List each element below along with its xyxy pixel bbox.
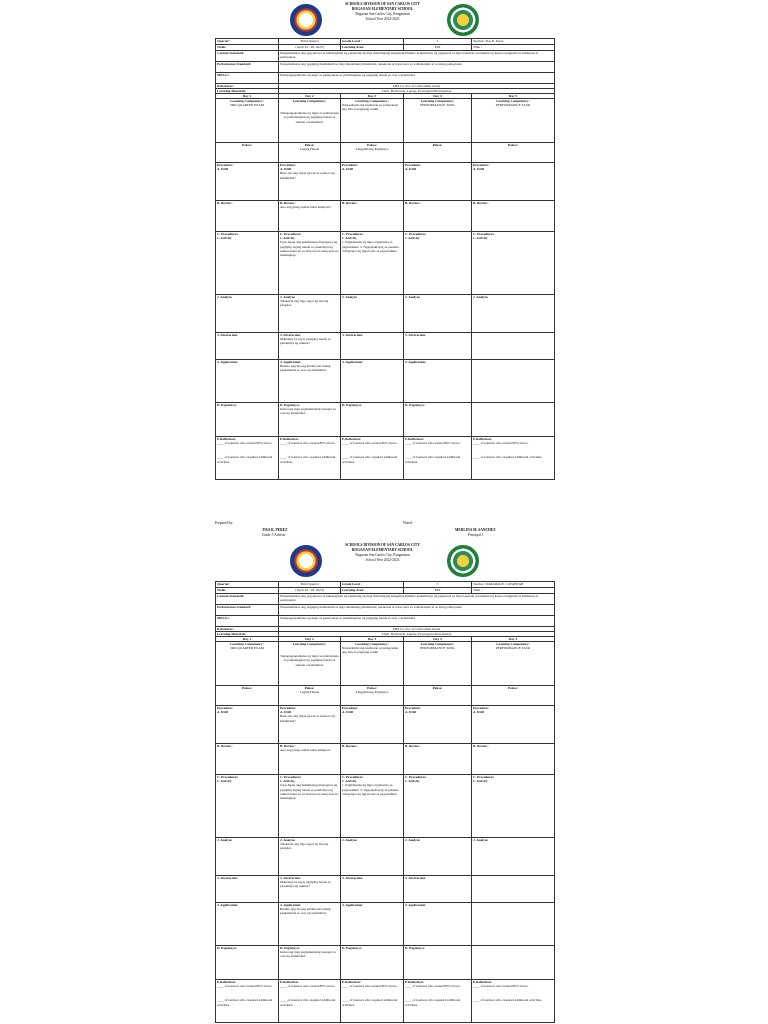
review-day-2: B. Review: Ano ang pinag-aralan natin kahapon?	[279, 744, 341, 775]
quarter-label: Quarter:	[216, 582, 279, 588]
principal-block	[455, 528, 496, 538]
review-day-4: B. Review:	[404, 744, 472, 775]
drill-day-4: Procedure: A. Drill	[404, 163, 472, 201]
competency-day-4: Learning Competency: PERFORMANCE TASK	[404, 99, 472, 143]
teacher-label: Teacher:	[473, 582, 485, 586]
abstraction-day-5	[472, 333, 555, 360]
abstraction-day-4: 3. Abstraction	[404, 876, 472, 903]
activity-day-2: C. Procedures: 1. Activity Ugat-Iapan ang kahalintang mapagawa ng pagiging laging nanda sa pandemya ng sakuna kalat ito sa barrat para bang ante ito sumangkap.	[279, 775, 341, 838]
review-day-3: B. Review:	[341, 201, 404, 232]
daily-lesson-log-table	[215, 581, 555, 1023]
drill-day-1: Procedure: A. Drill	[216, 706, 279, 744]
reflection-day-1: E.Reflection: ____ of learners who earned 80% above. ____ of learners who required additional activities.	[216, 437, 279, 480]
analyze-day-1: 2. Analyze	[216, 295, 279, 333]
review-day-2: B. Review: Ano ang pinag-aralan natin kahapon?	[279, 201, 341, 232]
reflection-day-4: E.Reflection: ____ of learners who earned 80% above. ____ of learners who required additional activities.	[404, 437, 472, 480]
day-1-header: Day 1	[216, 637, 279, 642]
time-label: Time :	[472, 45, 555, 51]
activity-day-1: C. Procedures: 1. Activity	[216, 232, 279, 295]
drill-day-5: Procedure: A. Drill	[472, 163, 555, 201]
content-standard-value: Naipamamalas ang pag-unawa sa kahalagahan ng pananalig ng mga maiuringang kaugalian,Pilipino kaakibatnay ng pagsunod sa mga batasnan at tuntunin ng kapwa tungkulin sa kalikasan at pamayanan	[279, 594, 555, 605]
analyze-day-3: 2. Analyze	[341, 838, 404, 876]
competency-day-3: Learning Competency: Naisasabuhi ang kasiharan sa pamayanan ang ilan sa pagiging sanlin	[341, 642, 404, 686]
learning-area-label: Learning Area:	[341, 588, 404, 594]
school-name: BOGAOAN ELEMENTARY SCHOOL	[352, 548, 413, 552]
content-standard-label: Content Standard:	[216, 594, 279, 605]
analyze-day-5: 2. Analyze	[472, 838, 555, 876]
reflection-day-4: E.Reflection: ____ of learners who earned 80% above. ____ of learners who required additional activities.	[404, 980, 472, 1023]
school-address: Bogaoan San Carlos City, Pangasinan	[355, 553, 410, 557]
paksa-row	[216, 686, 555, 706]
reflection-day-2: E.Reflection: ____ of learners who earned 80% above. ____ of learners who required additional activities.	[279, 980, 341, 1023]
pagtataya-day-5	[472, 946, 555, 980]
melcs-label: MELCs:	[216, 73, 279, 84]
activity-day-2: C. Procedures: 1. Activity Ugat-Iapan ang kahalintang mapagawa ng pagiging laging nanda sa pandemya ng sakuna kalat ito sa barrat para bang ante ito sumangkap.	[279, 232, 341, 295]
drill-day-1: Procedure: A. Drill	[216, 163, 279, 201]
paksa-day-4: Paksa:	[404, 143, 472, 163]
division-name: SCHOOLS DIVISION OF SAN CARLOS CITY	[345, 2, 420, 6]
paksa-day-3: Paksa: Linggalibang Paglaksya	[341, 143, 404, 163]
application-day-2: 4. Application: Bumuo ang inyong katamoran tulang pagkahanda sa oras ng kalamidad.	[279, 360, 341, 403]
deped-seal-icon	[290, 4, 322, 36]
analyze-row	[216, 295, 555, 333]
activity-day-5: C. Procedures: 1. Activity	[472, 775, 555, 838]
competency-day-3: Learning Competency: Naisasabuhi ang kasiharan sa pamayanan ang ilan sa pagiging sanlin	[341, 99, 404, 143]
content-standard-row	[216, 51, 555, 62]
school-seal-icon	[447, 545, 479, 577]
division-name: SCHOOLS DIVISION OF SAN CARLOS CITY	[345, 543, 420, 547]
review-day-5: B. Review:	[472, 201, 555, 232]
activity-day-5: C. Procedures: 1. Activity	[472, 232, 555, 295]
teacher-label: Teacher:	[473, 39, 485, 43]
abstraction-day-2: 3. Abstraction Mahalaga ba ng/iy pagiging handa sa pandemya ng sakuna?	[279, 876, 341, 903]
daily-lesson-log-table	[215, 38, 555, 480]
reflection-day-3: E.Reflection: ____ of learners who earned 80% above. ____ of learners who required additional activities.	[341, 437, 404, 480]
competency-day-2: Learning Competency: Nakapagpapamalas ng lugar sa pamayanan sa pamamagitan ng pagiging handa sa sakuna o kalamidad.	[279, 99, 341, 143]
quarter-value: Third Quarter	[279, 39, 341, 45]
day-3-header: Day 3	[341, 94, 404, 99]
application-day-2: 4. Application: Bumuo ang inyong katamoran tulang pagkahanda sa oras ng kalamidad.	[279, 903, 341, 946]
day-5-header: Day 5	[472, 94, 555, 99]
drill-day-5: Procedure: A. Drill	[472, 706, 555, 744]
application-day-5	[472, 903, 555, 946]
performance-standard-value: Naipamamalas ang pagiging mamamahi sa mga tinataklang alituntunin, patakaran at batas para sa walisin,kpita at sa ating pamayanan	[279, 605, 555, 616]
week-value: (April 24 - 28, 2023)	[279, 45, 341, 51]
noted-label: Noted:	[403, 521, 413, 525]
pagtataya-day-3: D. Pagtataya:	[341, 403, 404, 437]
school-seal-icon	[447, 4, 479, 36]
school-name: BOGAOAN ELEMENTARY SCHOOL	[352, 7, 413, 11]
analyze-day-4: 2. Analyze	[404, 295, 472, 333]
paksa-day-2: Paksa: Laging Handa	[279, 686, 341, 706]
teacher-value: ZORAIDA B. CAYABYAB	[485, 582, 524, 586]
analyze-day-3: 2. Analyze	[341, 295, 404, 333]
competency-day-1: Learning Competency: 3RD QUARTER EXAM	[216, 99, 279, 143]
deped-seal-icon	[290, 545, 322, 577]
pagtataya-day-1: D. Pagtataya:	[216, 946, 279, 980]
competency-day-5: Learning Competency: PERFORMANCE TASK	[472, 99, 555, 143]
abstraction-day-1: 3. Abstraction	[216, 876, 279, 903]
drill-day-3: Procedure: A. Drill	[341, 706, 404, 744]
competency-day-5: Learning Competency: PERFORMANCE TASK	[472, 642, 555, 686]
competency-row	[216, 642, 555, 686]
performance-standard-row	[216, 62, 555, 73]
materials-value: Chart, Backcards, Laptop, Powerpoint Presentation	[279, 632, 555, 637]
reflection-day-2: E.Reflection: ____ of learners who earned 80% above. ____ of learners who required additional activities.	[279, 437, 341, 480]
paksa-day-2: Paksa: Laging Handa	[279, 143, 341, 163]
school-header-text	[320, 2, 445, 22]
drill-day-2: Procedure: A. Drill Base ano ang dapat gawin sa sandoro ng kalamidad?	[279, 706, 341, 744]
performance-standard-value: Naipamamalas ang pagiging mamamahi sa mga tinataklang alituntunin, patakaran at batas para sa walisin,kpita at sa ating pamayanan	[279, 62, 555, 73]
performance-standard-label: Performance Standard:	[216, 605, 279, 616]
application-day-1: 4. Application:	[216, 903, 279, 946]
pagtataya-day-4: D. Pagtataya:	[404, 403, 472, 437]
prepared-by-label: Prepared by:	[215, 521, 234, 525]
document-header	[0, 541, 768, 579]
drill-day-3: Procedure: A. Drill	[341, 163, 404, 201]
references-value: MELCs, Esc 12 Curriculum Guide	[279, 627, 555, 632]
pagtataya-day-4: D. Pagtataya:	[404, 946, 472, 980]
application-day-3: 4. Application:	[341, 903, 404, 946]
review-day-1: B. Review:	[216, 744, 279, 775]
abstraction-day-5	[472, 876, 555, 903]
day-2-header: Day 2	[279, 637, 341, 642]
grade-label: Grade Level :	[341, 39, 404, 45]
learning-area-value: ESP	[404, 588, 472, 594]
application-day-5	[472, 360, 555, 403]
application-day-3: 4. Application:	[341, 360, 404, 403]
pagtataya-row	[216, 403, 555, 437]
pagtataya-row	[216, 946, 555, 980]
performance-standard-row	[216, 605, 555, 616]
review-row	[216, 744, 555, 775]
content-standard-value: Naipamamalas ang pag-unawa sa kahalagahan ng pananalig ng mga maiuringang kaugalian,Pilipino kaakibatnay ng pagsunod sa mga batasnan at tuntunin ng kapwa tungkulin sa kalikasan at pamayanan	[279, 51, 555, 62]
analyze-row	[216, 838, 555, 876]
melcs-value: Nakapagpapamalas ng lugar sa pamayanan sa pamamagitan ng pagiging handa sa oras o kalamidad	[279, 616, 555, 627]
reflection-day-3: E.Reflection: ____ of learners who earned 80% above. ____ of learners who required additional activities.	[341, 980, 404, 1023]
abstraction-day-1: 3. Abstraction	[216, 333, 279, 360]
performance-standard-label: Performance Standard:	[216, 62, 279, 73]
preparer-name: TISA R. PEREZ	[262, 528, 288, 532]
activity-day-1: C. Procedures: 1. Activity	[216, 775, 279, 838]
competency-day-4: Learning Competency: PERFORMANCE TASK	[404, 642, 472, 686]
activity-day-4: C. Procedures: 1. Activity	[404, 775, 472, 838]
pagtataya-day-2: D. Pagtataya: Isulat ang mga paghahandang isasagot sa oras ng kalamidad.	[279, 946, 341, 980]
abstraction-day-3: 3. Abstraction	[341, 333, 404, 360]
analyze-day-2: 2. Analyze Talakayin ang mga sagot ng inyong pangkat.	[279, 295, 341, 333]
competency-day-2: Learning Competency: Nakapagpapamalas ng lugar sa pamayanan sa pamamagitan ng pagiging handa sa sakuna o kalamidad.	[279, 642, 341, 686]
drill-day-2: Procedure: A. Drill Base ano ang dapat gawin sa sandoro ng kalamidad?	[279, 163, 341, 201]
application-day-4: 4. Application:	[404, 360, 472, 403]
school-header-text	[320, 543, 445, 563]
pagtataya-day-3: D. Pagtataya:	[341, 946, 404, 980]
day-2-header: Day 2	[279, 94, 341, 99]
preparer-block	[262, 528, 287, 538]
day-4-header: Day 4	[404, 637, 472, 642]
activity-row	[216, 232, 555, 295]
content-standard-row	[216, 594, 555, 605]
melcs-row	[216, 616, 555, 627]
abstraction-row	[216, 333, 555, 360]
day-5-header: Day 5	[472, 637, 555, 642]
activity-row	[216, 775, 555, 838]
grade-label: Grade Level :	[341, 582, 404, 588]
analyze-day-4: 2. Analyze	[404, 838, 472, 876]
principal-title: Principal I	[467, 533, 483, 537]
drill-day-4: Procedure: A. Drill	[404, 706, 472, 744]
references-label: References:	[216, 84, 279, 89]
reflection-day-5: E.Reflection: ____ of learners who earned 80% above. ____ of learners who required additional activities.	[472, 980, 555, 1023]
school-year: School Year 2022-2023	[365, 558, 400, 562]
abstraction-day-4: 3. Abstraction	[404, 333, 472, 360]
principal-name: MERLINA M. SANCHEZ	[455, 528, 496, 532]
pagtataya-day-1: D. Pagtataya:	[216, 403, 279, 437]
teacher-value: Tisa R. Perez	[485, 39, 504, 43]
drill-row	[216, 163, 555, 201]
review-day-3: B. Review:	[341, 744, 404, 775]
preparer-title: Grade 5 Adviser	[262, 533, 286, 537]
analyze-day-2: 2. Analyze Talakayin ang mga sagot ng inyong pangkat.	[279, 838, 341, 876]
school-address: Bogaoan San Carlos City, Pangasinan	[355, 12, 410, 16]
melcs-label: MELCs:	[216, 616, 279, 627]
references-value: MELCs, Esc 12 Curriculum Guide	[279, 84, 555, 89]
melcs-value: Nakapagpapamalas ng lugar sa pamayanan sa pamamagitan ng pagiging handa sa oras o kalamidad	[279, 73, 555, 84]
analyze-day-1: 2. Analyze	[216, 838, 279, 876]
time-label: Time :	[472, 588, 555, 594]
day-3-header: Day 3	[341, 637, 404, 642]
learning-area-value: ESP	[404, 45, 472, 51]
review-day-5: B. Review:	[472, 744, 555, 775]
review-day-1: B. Review:	[216, 201, 279, 232]
paksa-day-1: Paksa:	[216, 143, 279, 163]
activity-day-3: C. Procedures: 1. Activity 1. Paghahanda ng mga organisatsa sa pagsasaliksi. 2. Ngapapahayag sa pananis. 3.Pagsagot ng mga batas sa pagsasaliksi.	[341, 232, 404, 295]
materials-label: Learning Materials:	[216, 89, 279, 94]
pagtataya-day-2: D. Pagtataya: Isulat ang mga paghahandang isasagot sa oras ng kalamidad.	[279, 403, 341, 437]
application-day-4: 4. Application:	[404, 903, 472, 946]
week-label: Week:	[216, 45, 279, 51]
quarter-label: Quarter:	[216, 39, 279, 45]
competency-row	[216, 99, 555, 143]
application-row	[216, 360, 555, 403]
paksa-day-5: Paksa:	[472, 143, 555, 163]
paksa-day-4: Paksa:	[404, 686, 472, 706]
abstraction-day-2: 3. Abstraction Mahalaga ba ng/iy pagiging handa sa pandemya ng sakuna?	[279, 333, 341, 360]
reflection-day-5: E.Reflection: ____ of learners who earned 80% above. ____ of learners who required additional activities.	[472, 437, 555, 480]
pagtataya-day-5	[472, 403, 555, 437]
abstraction-day-3: 3. Abstraction	[341, 876, 404, 903]
application-day-1: 4. Application:	[216, 360, 279, 403]
grade-value: 5	[404, 582, 472, 588]
competency-day-1: Learning Competency: 3RD QUARTER EXAM	[216, 642, 279, 686]
reflection-row	[216, 437, 555, 480]
application-row	[216, 903, 555, 946]
melcs-row	[216, 73, 555, 84]
paksa-day-1: Paksa:	[216, 686, 279, 706]
school-year: School Year 2022-2023	[365, 17, 400, 21]
day-4-header: Day 4	[404, 94, 472, 99]
reflection-day-1: E.Reflection: ____ of learners who earned 80% above. ____ of learners who required additional activities.	[216, 980, 279, 1023]
paksa-day-5: Paksa:	[472, 686, 555, 706]
materials-value: Chart, Backcards, Laptop, Powerpoint Presentation	[279, 89, 555, 94]
materials-label: Learning Materials:	[216, 632, 279, 637]
activity-day-3: C. Procedures: 1. Activity 1. Paghahanda ng mga organisatsa sa pagsasaliksi. 2. Ngapapahayag sa pananis. 3.Pagsagot ng mga batas sa pagsasaliksi.	[341, 775, 404, 838]
document-header	[0, 0, 768, 38]
paksa-row	[216, 143, 555, 163]
analyze-day-5: 2. Analyze	[472, 295, 555, 333]
reflection-row	[216, 980, 555, 1023]
activity-day-4: C. Procedures: 1. Activity	[404, 232, 472, 295]
review-row	[216, 201, 555, 232]
references-label: References:	[216, 627, 279, 632]
content-standard-label: Content Standard:	[216, 51, 279, 62]
grade-value: 5	[404, 39, 472, 45]
week-label: Week:	[216, 588, 279, 594]
learning-area-label: Learning Area:	[341, 45, 404, 51]
day-1-header: Day 1	[216, 94, 279, 99]
paksa-day-3: Paksa: Linggalibang Paglaksya	[341, 686, 404, 706]
quarter-value: Third Quarter	[279, 582, 341, 588]
abstraction-row	[216, 876, 555, 903]
drill-row	[216, 706, 555, 744]
week-value: (April 24 - 28, 2023)	[279, 588, 341, 594]
review-day-4: B. Review:	[404, 201, 472, 232]
